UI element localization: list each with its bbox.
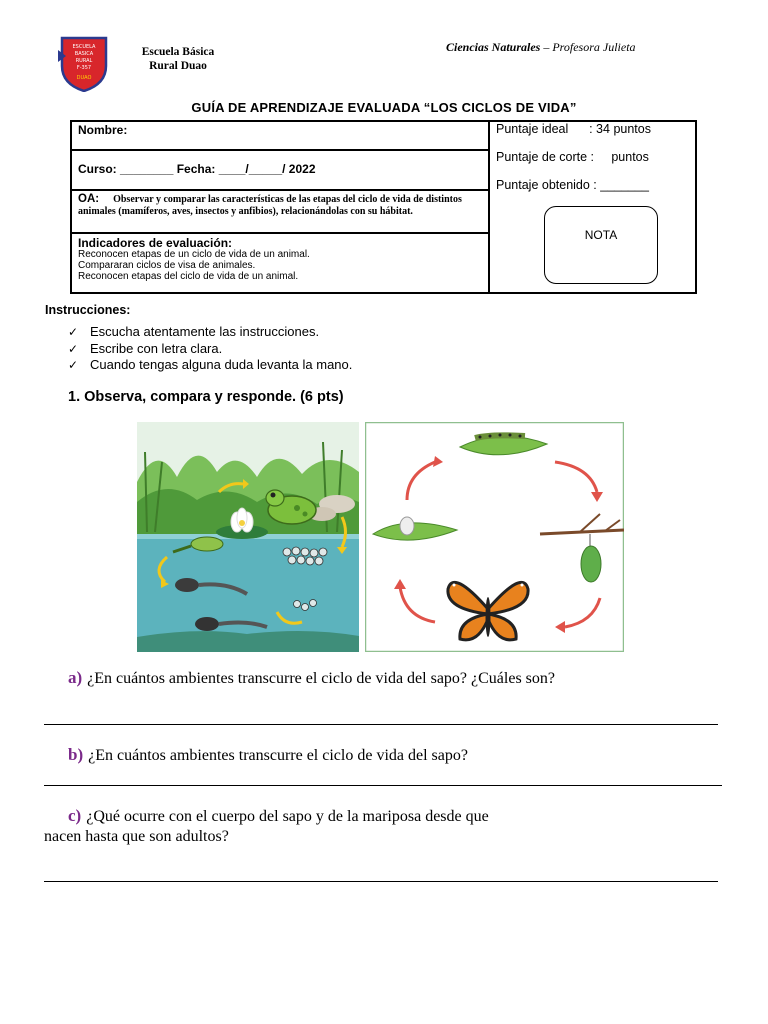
objective-text — [78, 193, 484, 218]
page-title: GUÍA DE APRENDIZAJE EVALUADA “LOS CICLOS DE VIDA” — [191, 100, 577, 115]
indicators-title: Indicadores de evaluación: — [78, 236, 233, 250]
row-divider — [72, 189, 489, 191]
frog-lifecycle-illustration — [137, 422, 359, 652]
instruction-text: Cuando tengas alguna duda levanta la mano. — [90, 357, 353, 372]
table-divider — [488, 122, 490, 292]
question-letter: b) — [68, 745, 84, 764]
instructions-title: Instrucciones: — [45, 303, 131, 317]
answer-line-b[interactable] — [44, 785, 722, 786]
indicator-item: Compararan ciclos de visa de animales. — [78, 260, 256, 271]
question-text: ¿En cuántos ambientes transcurre el ciclo de vida del sapo? ¿Cuáles son? — [87, 670, 555, 687]
svg-text:F-357: F-357 — [76, 65, 92, 71]
subject-name: Ciencias Naturales — [446, 40, 541, 54]
check-icon: ✓ — [68, 325, 79, 339]
teacher-name: – Profesora Julieta — [540, 40, 636, 54]
check-icon: ✓ — [68, 358, 79, 372]
svg-text:RURAL: RURAL — [75, 58, 93, 64]
question-c-continued: nacen hasta que son adultos? — [44, 828, 229, 845]
cutoff-score: Puntaje de corte : puntos — [496, 150, 649, 164]
course-date-field[interactable]: Curso: ________ Fecha: ____/_____/ 2022 — [78, 162, 316, 176]
info-table — [70, 120, 697, 294]
question-text: ¿Qué ocurre con el cuerpo del sapo y de la mariposa desde que — [86, 808, 489, 825]
row-divider — [72, 149, 489, 151]
name-field[interactable]: Nombre: — [78, 123, 128, 137]
question-text: ¿En cuántos ambientes transcurre el ciclo de vida del sapo? — [88, 747, 468, 764]
subject-header — [446, 40, 636, 55]
school-name — [118, 45, 238, 73]
question-b — [68, 745, 468, 765]
instruction-text: Escribe con letra clara. — [90, 340, 223, 356]
instruction-item — [68, 324, 352, 341]
obtained-score[interactable]: Puntaje obtenido : _______ — [496, 178, 649, 192]
butterfly-lifecycle-illustration — [365, 422, 624, 652]
answer-line-c[interactable] — [44, 881, 718, 882]
svg-text:DUAO: DUAO — [76, 75, 92, 81]
svg-text:ESCUELA: ESCUELA — [72, 44, 96, 50]
check-icon: ✓ — [68, 341, 79, 356]
instruction-item — [68, 357, 352, 374]
svg-text:BASICA: BASICA — [74, 51, 94, 57]
indicators-list — [78, 249, 310, 282]
indicator-item: Reconocen etapas de un ciclo de vida de un animal. — [78, 249, 310, 260]
question-c — [68, 806, 489, 826]
school-logo — [56, 36, 112, 92]
indicator-item: Reconocen etapas del ciclo de vida de un animal. — [78, 271, 299, 282]
objective-label: OA: — [78, 193, 100, 205]
school-line1: Escuela Básica — [141, 46, 215, 58]
row-divider — [72, 232, 489, 234]
question-letter: c) — [68, 806, 82, 825]
instruction-item — [68, 341, 352, 358]
question-letter: a) — [68, 668, 83, 687]
ideal-score: Puntaje ideal : 34 puntos — [496, 122, 651, 136]
school-line2: Rural Duao — [149, 60, 207, 72]
question-a — [68, 668, 555, 688]
instructions-list — [68, 324, 352, 374]
answer-line-a[interactable] — [44, 724, 718, 725]
grade-box[interactable]: NOTA — [544, 206, 658, 284]
question-1-title: 1. Observa, compara y responde. (6 pts) — [68, 389, 344, 405]
objective-description: Observar y comparar las características de las etapas del ciclo de vida de distintos animales (mamíferos, aves, insectos y anfibios), relacionándolas con su hábitat. — [78, 194, 462, 217]
instruction-text: Escucha atentamente las instrucciones. — [90, 324, 320, 339]
